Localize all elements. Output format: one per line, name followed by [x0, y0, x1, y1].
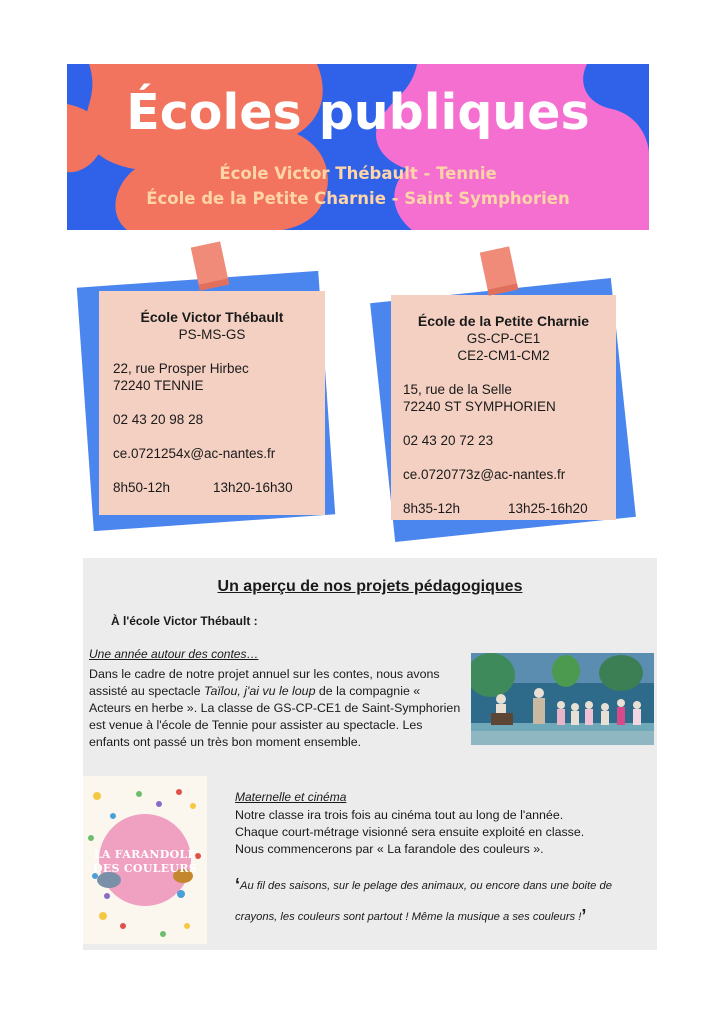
banner-title: Écoles publiques — [126, 84, 590, 141]
school-address-line-1: 22, rue Prosper Hirbec — [113, 361, 249, 376]
school-card-victor-thebault — [99, 291, 325, 515]
quote-open-mark: ‘ — [235, 875, 241, 895]
farandole-poster — [83, 776, 207, 944]
project-1-text — [89, 666, 461, 751]
stage-photo-illustration — [471, 653, 654, 745]
school-hours-morning: 8h50-12h — [113, 480, 171, 495]
school-address-line-2: 72240 ST SYMPHORIEN — [403, 399, 556, 414]
school-card-petite-charnie — [391, 295, 616, 520]
school-hours-morning: 8h35-12h — [403, 501, 461, 516]
school-levels-2: CE2-CM1-CM2 — [457, 348, 550, 363]
school-hours — [113, 479, 311, 496]
school-levels-1: GS-CP-CE1 — [466, 331, 541, 346]
project-2-text: Notre classe ira trois fois au cinéma tout au long de l'année. Chaque court-métrage visionné sera ensuite exploité en classe. Nous commencerons par « La farandole des couleurs ». — [235, 808, 585, 856]
project-1-photo — [471, 653, 654, 745]
projects-section — [83, 558, 657, 950]
project-2-quote — [235, 870, 647, 932]
projects-heading: Un aperçu de nos projets pédagogiques — [217, 578, 523, 595]
school-hours-afternoon: 13h25-16h20 — [508, 501, 588, 516]
quote-close-mark: ’ — [581, 906, 587, 926]
school-levels: PS-MS-GS — [178, 327, 246, 342]
school-email: ce.0720773z@ac-nantes.fr — [403, 467, 566, 482]
poster-title-line-2: DES COULEURS — [92, 862, 198, 875]
school-phone: 02 43 20 98 28 — [113, 412, 204, 427]
projects-school-label: À l'école Victor Thébault : — [111, 614, 258, 628]
school-hours-afternoon: 13h20-16h30 — [213, 480, 293, 495]
project-1-show-title: Taïlou, j'ai vu le loup — [204, 684, 316, 698]
banner-subtitle-1: École Victor Thébault - Tennie — [219, 164, 497, 183]
school-address-line-1: 15, rue de la Selle — [403, 382, 512, 397]
school-name: École Victor Thébault — [140, 309, 284, 325]
school-phone: 02 43 20 72 23 — [403, 433, 494, 448]
project-1-text-part-b: de la compagnie « Acteurs en herbe ». La classe de GS-CP-CE1 de Saint-Symphorien est venue à l'école de Tennie pour assister au spectacle. Les enfants ont passé un très bon moment ensemble. — [89, 684, 461, 749]
project-1-text-part-a: Dans le cadre de notre projet annuel sur les contes, nous avons assisté au spectacle — [89, 667, 440, 698]
school-hours — [403, 500, 604, 517]
school-address-line-2: 72240 TENNIE — [113, 378, 204, 393]
banner-subtitle-2: École de la Petite Charnie - Saint Symphorien — [146, 189, 570, 208]
tape-right — [480, 246, 518, 295]
project-2-title: Maternelle et cinéma — [235, 790, 347, 804]
poster-title-line-1: LA FARANDOLE — [93, 848, 197, 861]
school-name: École de la Petite Charnie — [417, 313, 590, 329]
school-email: ce.0721254x@ac-nantes.fr — [113, 446, 276, 461]
project-1-title: Une année autour des contes… — [89, 647, 259, 661]
quote-text: Au fil des saisons, sur le pelage des animaux, ou encore dans une boite de crayons, les couleurs sont partout ! Même la musique a ses couleurs ! — [235, 880, 612, 923]
